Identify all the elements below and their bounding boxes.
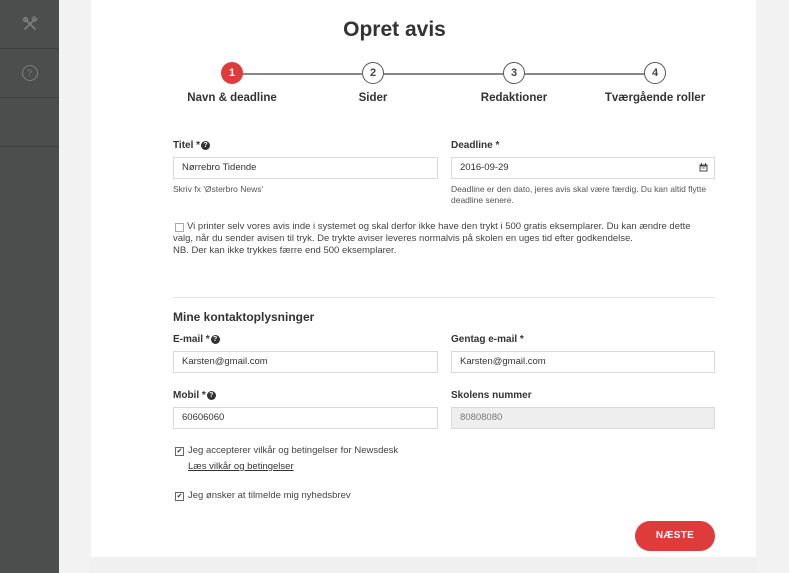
- print-text-line-1: Vi printer selv vores avis inde i systemet og skal derfor ikke have den trykt i 500 gratis eksemplarer. Du kan ændre dette: [187, 221, 691, 232]
- deadline-input[interactable]: [451, 157, 715, 179]
- mobile-label-text: Mobil *: [173, 390, 206, 401]
- page-title: Opret avis: [343, 18, 446, 41]
- stepper-line-1: [242, 73, 362, 75]
- print-checkbox[interactable]: [175, 223, 184, 232]
- email-label: [173, 334, 220, 345]
- sidebar: [0, 0, 59, 573]
- repeat-email-input[interactable]: Karsten@gmail.com: [451, 351, 715, 373]
- section-divider: [173, 297, 715, 298]
- mobile-label: [173, 390, 216, 401]
- title-input[interactable]: Nørrebro Tidende: [173, 157, 438, 179]
- step-1-label: Navn & deadline: [187, 92, 277, 104]
- sidebar-divider: [0, 146, 59, 147]
- deadline-hint-line-2: deadline senere.: [451, 195, 514, 205]
- contact-section-title: Mine kontaktoplysninger: [173, 310, 315, 324]
- title-label-text: Titel *: [173, 140, 201, 151]
- email-input[interactable]: Karsten@gmail.com: [173, 351, 438, 373]
- step-2-circle[interactable]: 2: [362, 62, 384, 84]
- card-footer-strip: [91, 557, 756, 573]
- newsletter-label: Jeg ønsker at tilmelde mig nyhedsbrev: [188, 490, 351, 501]
- newsletter-checkbox[interactable]: ✔: [176, 493, 183, 500]
- help-icon: ?: [22, 65, 38, 81]
- step-4-circle[interactable]: 4: [644, 62, 666, 84]
- terms-checkbox[interactable]: ✔: [176, 448, 183, 455]
- calendar-icon[interactable]: [699, 163, 708, 172]
- step-4-label: Tværgående roller: [604, 92, 706, 104]
- print-text-line-2: valg, når du sender avisen til tryk. De trykte aviser leveres normalvis på skolen en uges tid efter godkendelse.: [173, 233, 633, 244]
- help-button[interactable]: [0, 49, 59, 98]
- deadline-label: Deadline *: [451, 140, 500, 151]
- step-3-circle[interactable]: 3: [503, 62, 525, 84]
- terms-label: Jeg accepterer vilkår og betingelser for Newsdesk: [188, 445, 399, 456]
- main-area: [59, 0, 789, 573]
- terms-link[interactable]: Læs vilkår og betingelser: [188, 461, 294, 472]
- deadline-hint-line-1: Deadline er den dato, jeres avis skal være færdig. Du kan altid flytte: [451, 184, 707, 194]
- question-icon[interactable]: ?: [201, 141, 210, 150]
- school-number-input: 80808080: [451, 407, 715, 429]
- question-icon[interactable]: ?: [211, 335, 220, 344]
- step-2-label: Sider: [358, 92, 388, 104]
- title-hint: Skriv fx 'Østerbro News': [173, 184, 264, 194]
- step-3-label: Redaktioner: [480, 92, 548, 104]
- stepper-line-3: [525, 73, 644, 75]
- form-card: [91, 0, 756, 573]
- mobile-input[interactable]: 60606060: [173, 407, 438, 429]
- step-1-circle[interactable]: 1: [221, 62, 243, 84]
- deadline-value: 2016-09-29: [460, 162, 509, 173]
- school-number-label: Skolens nummer: [451, 390, 532, 401]
- repeat-email-label: Gentag e-mail *: [451, 334, 524, 345]
- next-button[interactable]: NÆSTE: [635, 521, 715, 551]
- email-label-text: E-mail *: [173, 334, 210, 345]
- question-icon[interactable]: ?: [207, 391, 216, 400]
- title-label: [173, 140, 210, 151]
- stepper-line-2: [384, 73, 503, 75]
- print-text-line-3: NB. Der kan ikke trykkes færre end 500 eksemplarer.: [173, 245, 397, 256]
